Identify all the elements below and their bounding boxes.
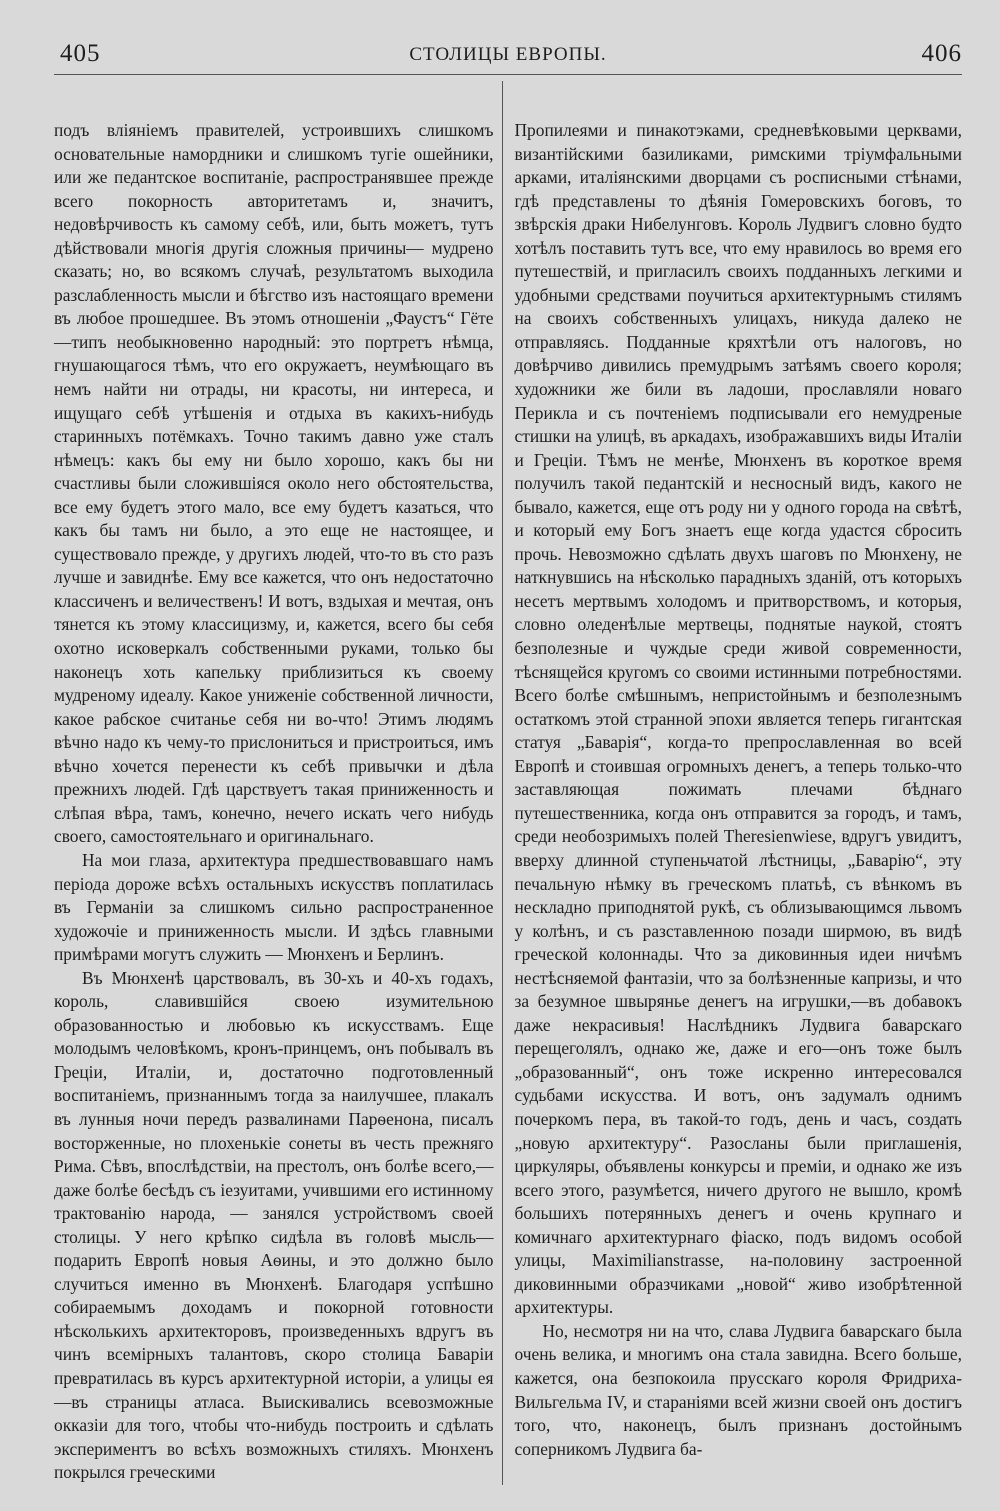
paragraph: Но, несмотря ни на что, слава Лудвига баварскаго была очень велика, и многимъ она стала завидна. Всего больше, кажется, она безпокоила прусскаго короля Фридриха-Вильгельма IV, и стараніями всей жизни своей онъ достигъ того, что, наконецъ, былъ признанъ достойнымъ соперникомъ Лудвига ба- bbox=[514, 1320, 962, 1459]
paragraph: подъ вліяніемъ правителей, устроившихъ слишкомъ основательные намордники и слишкомъ тугіе ошейники, или же педантское воспитаніе, распространявшее прежде всего покорность авторитетамъ и, значитъ, недовѣрчивость къ самому себѣ, или, быть можетъ, тутъ дѣйствовали многія другія сложныя причины— мудрено сказать; но, во всякомъ случаѣ, результатомъ выходила разслабленность мысли и бѣгство изъ настоящаго времени въ любое прошедшее. Въ этомъ отношеніи „Фаустъ“ Гёте—типъ необыкновенно народный: это портретъ нѣмца, гнушающагося тѣмъ, что его окружаетъ, неумѣющаго въ немъ найти ни отрады, ни красоты, ни интереса, и ищущаго себѣ утѣшенія и отдыха въ какихъ-нибудь старинныхъ потёмкахъ. Точно такимъ давно уже сталъ нѣмецъ: какъ бы ему ни было хорошо, какъ бы ни счастливы были сложившіяся около него обстоятельства, все ему будетъ этого мало, все ему будетъ казаться, что какъ бы тамъ ни было, а это еще не настоящее, и существовало прежде, у другихъ людей, что-то въ сто разъ лучше и завиднѣе. Ему все кажется, что онъ недостаточно классиченъ и величественъ! И вотъ, вздыхая и мечтая, онъ тянется къ этому классицизму, и, кажется, всего бы себя охотно исковеркалъ собственными руками, только бы наконецъ хоть капельку приблизиться къ своему мудреному идеалу. Какое униженіе собственной личности, какое рабское считанье себя ни во-что! Этимъ людямъ вѣчно надо къ чему-то прислониться и пристроиться, имъ вѣчно хочется перенести къ себѣ привычки и дѣла прежнихъ людей. Гдѣ царствуетъ такая приниженность и слѣпая вѣра, тамъ, конечно, нечего искать чего нибудь своего, самостоятельнаго и оригинальнаго. bbox=[54, 120, 494, 847]
left-column bbox=[54, 119, 502, 1485]
right-page-number: 406 bbox=[921, 40, 962, 67]
page-header bbox=[54, 28, 962, 75]
left-page-number: 405 bbox=[60, 40, 101, 67]
right-column bbox=[503, 119, 963, 1485]
paragraph: Пропилеями и пинакотэками, средневѣковыми церквами, византійскими базиликами, римскими тріумфальными арками, италіянскими дворцами съ росписными стѣнами, гдѣ представлены то дѣянія Гомеровскихъ боговъ, то звѣрскія драки Нибелунговъ. Король Лудвигъ словно будто хотѣлъ поставить тутъ все, что ему нравилось во время его путешествій, и пригласилъ своихъ подданныхъ легкими и удобными средствами поучиться архитектурнымъ стилямъ на своихъ собственныхъ улицахъ, никуда далеко не отправляясь. Подданные кряхтѣли отъ налоговъ, но довѣрчиво дивились премудрымъ затѣямъ своего короля; художники же били въ ладоши, прославляли новаго Перикла и съ почтеніемъ подписывали его немудреные стишки на улицѣ, въ аркадахъ, изображавшихъ виды Италіи и Греціи. Тѣмъ не менѣе, Мюнхенъ въ короткое время получилъ такой педантскій и несносный видъ, какого не бывало, кажется, еще отъ роду ни у одного города на свѣтѣ, и который ему Богъ знаетъ еще когда удастся сбросить прочь. Невозможно сдѣлать двухъ шаговъ по Мюнхену, не наткнувшись на нѣсколько парадныхъ зданій, отъ которыхъ несетъ мертвымъ холодомъ и притворствомъ, и которыя, словно оледенѣлые мертвецы, поднятые наукой, стоятъ безполезные и чуждые среди живой современности, тѣснящейся кругомъ со своими истинными потребностями. Всего болѣе смѣшнымъ, непристойнымъ и безполезнымъ остаткомъ этой странной эпохи является теперь гигантская статуя „Баварія“, когда-то препрославленная во всей Европѣ и стоившая огромныхъ денегъ, а теперь только-что заставляющая пожимать плечами бѣднаго путешественника, когда онъ отправится за городъ, и тамъ, среди необозримыхъ полей Theresienwiese, вдругъ увидитъ, вверху длинной ступеньчатой лѣстницы, „Баварію“, эту печальную нѣмку въ греческомъ платьѣ, съ вѣнкомъ въ нескладно приподнятой рукѣ, съ облизывающимся львомъ у колѣнъ, и съ разставленною позади ширмою, въ видѣ греческой колоннады. Что за диковинныя идеи ничѣмъ нестѣсняемой фантазіи, что за болѣзненные капризы, и что за безумное швырянье денегъ на игрушки,—въ добавокъ даже некрасивыя! Наслѣдникъ Лудвига баварскаго перещеголялъ, однако же, даже и его—онъ тоже былъ „образованный“, онъ тоже искренно интересовался судьбами искусства. И вотъ, онъ задумалъ однимъ почеркомъ пера, въ такой-то годъ, день и часъ, создать „новую архитектуру“. Разосланы были приглашенія, циркуляры, объявлены конкурсы и преміи, и однако же изъ всего этого, разумѣется, ничего другого не вышло, кромѣ большихъ потерянныхъ денегъ и очень крупнаго и комичнаго архитектурнаго фіаско, подъ видомъ особой улицы, Maximilianstrasse, на-половину застроенной диковинными образчиками „новой“ живо изобрѣтенной архитектуры. bbox=[514, 120, 962, 1318]
paragraph: Въ Мюнхенѣ царствовалъ, въ 30-хъ и 40-хъ годахъ, король, славившійся своею изумительною образованностью и любовью къ искусствамъ. Еще молодымъ человѣкомъ, кронъ-принцемъ, онъ побывалъ въ Греціи, Италіи, и, достаточно подготовленный воспитаніемъ, признаннымъ тогда за наилучшее, плакалъ въ лунныя ночи передъ развалинами Парѳенона, писалъ восторженные, но плохенькіе сонеты въ честь прежняго Рима. Сѣвъ, впослѣдствіи, на престолъ, онъ болѣе всего,—даже болѣе бесѣдъ съ іезуитами, учившими его истинному трактованію народа, — занялся устройствомъ своей столицы. У него крѣпко сидѣла въ головѣ мысль—подарить Европѣ новыя Аѳины, и это должно было случиться именно въ Мюнхенѣ. Благодаря успѣшно собираемымъ доходамъ и покорной готовности нѣсколькихъ архитекторовъ, произведенныхъ вдругъ въ чинъ всемірныхъ талантовъ, скоро столица Баваріи превратилась въ курсъ архитектурной исторіи, а улицы ея—въ страницы атласа. Выискивались всевозможные окказіи для того, чтобы что-нибудь построить и сдѣлать экспериментъ во всѣхъ возможныхъ стиляхъ. Мюнхенъ покрылся греческими bbox=[54, 967, 494, 1483]
paragraph: На мои глаза, архитектура предшествовавшаго намъ періода дороже всѣхъ остальныхъ искусствъ поплатилась въ Германіи за слишкомъ сильно распространенное художочіе и приниженность мысли. И здѣсь главными примѣрами могутъ служить — Мюнхенъ и Берлинъ. bbox=[54, 849, 494, 965]
running-title: СТОЛИЦЫ ЕВРОПЫ. bbox=[409, 44, 607, 65]
text-columns bbox=[54, 119, 962, 1485]
